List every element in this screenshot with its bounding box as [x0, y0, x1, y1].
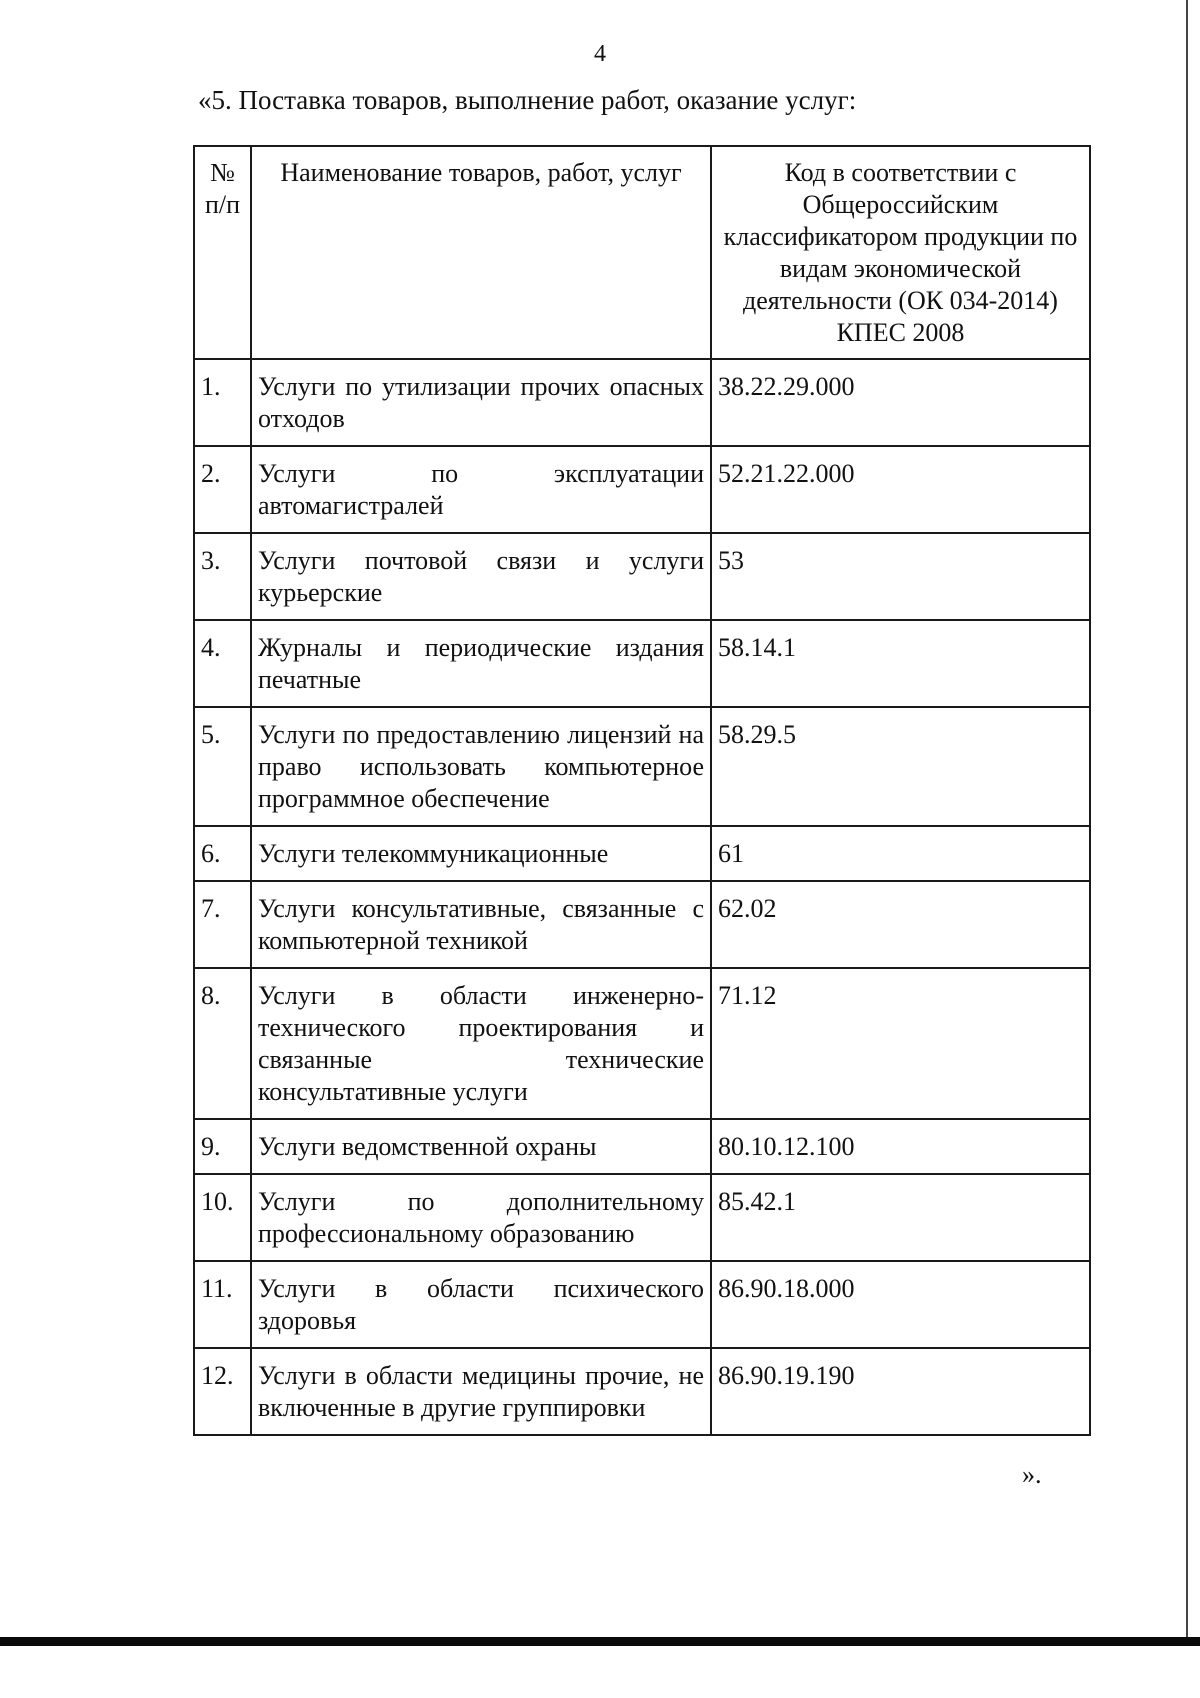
row-name: Услуги ведомственной охраны — [251, 1119, 711, 1174]
row-name: Журналы и периодические издания печатные — [251, 620, 711, 707]
row-number: 2. — [194, 446, 251, 533]
row-number: 8. — [194, 968, 251, 1119]
row-number: 11. — [194, 1261, 251, 1348]
table-row — [194, 620, 1090, 707]
table-row — [194, 1174, 1090, 1261]
table-header-row — [194, 146, 1090, 359]
table-row — [194, 533, 1090, 620]
row-code: 71.12 — [711, 968, 1090, 1119]
closing-quote: ». — [1022, 1460, 1042, 1489]
page-number: 4 — [594, 41, 606, 67]
table-row — [194, 446, 1090, 533]
row-name: Услуги консультативные, связанные с компьютерной техникой — [251, 881, 711, 968]
table-row — [194, 968, 1090, 1119]
row-name: Услуги телекоммуникационные — [251, 826, 711, 881]
row-code: 58.14.1 — [711, 620, 1090, 707]
section-heading: «5. Поставка товаров, выполнение работ, оказание услуг: — [198, 85, 857, 115]
row-name: Услуги в области психического здоровья — [251, 1261, 711, 1348]
row-code: 86.90.18.000 — [711, 1261, 1090, 1348]
row-code: 62.02 — [711, 881, 1090, 968]
row-number: 4. — [194, 620, 251, 707]
row-number: 3. — [194, 533, 251, 620]
row-number: 9. — [194, 1119, 251, 1174]
row-code: 61 — [711, 826, 1090, 881]
row-name: Услуги почтовой связи и услуги курьерские — [251, 533, 711, 620]
row-code: 53 — [711, 533, 1090, 620]
row-code: 38.22.29.000 — [711, 359, 1090, 446]
row-code: 52.21.22.000 — [711, 446, 1090, 533]
row-code: 58.29.5 — [711, 707, 1090, 826]
table-row — [194, 1261, 1090, 1348]
row-name: Услуги по эксплуатации автомагистралей — [251, 446, 711, 533]
row-number: 10. — [194, 1174, 251, 1261]
row-name: Услуги по утилизации прочих опасных отходов — [251, 359, 711, 446]
header-name: Наименование товаров, работ, услуг — [251, 146, 711, 359]
row-code: 85.42.1 — [711, 1174, 1090, 1261]
table-row — [194, 881, 1090, 968]
table-row — [194, 826, 1090, 881]
table-row — [194, 707, 1090, 826]
row-number: 12. — [194, 1348, 251, 1435]
header-number: № п/п — [194, 146, 251, 359]
row-name: Услуги в области инженерно-технического проектирования и связанные технические консультативные услуги — [251, 968, 711, 1119]
row-name: Услуги по предоставлению лицензий на право использовать компьютерное программное обеспечение — [251, 707, 711, 826]
table-row — [194, 1119, 1090, 1174]
table-row — [194, 359, 1090, 446]
row-number: 7. — [194, 881, 251, 968]
header-code: Код в соответствии с Общероссийским классификатором продукции по видам экономической деятельности (ОК 034-2014) КПЕС 2008 — [711, 146, 1090, 359]
row-number: 5. — [194, 707, 251, 826]
row-number: 1. — [194, 359, 251, 446]
goods-services-table — [193, 145, 1091, 1436]
scan-bottom-bar — [0, 1637, 1200, 1646]
row-number: 6. — [194, 826, 251, 881]
page-edge-line — [1186, 0, 1188, 1640]
row-code: 86.90.19.190 — [711, 1348, 1090, 1435]
row-name: Услуги по дополнительному профессиональному образованию — [251, 1174, 711, 1261]
row-code: 80.10.12.100 — [711, 1119, 1090, 1174]
row-name: Услуги в области медицины прочие, не включенные в другие группировки — [251, 1348, 711, 1435]
table-row — [194, 1348, 1090, 1435]
table-body — [194, 359, 1090, 1435]
